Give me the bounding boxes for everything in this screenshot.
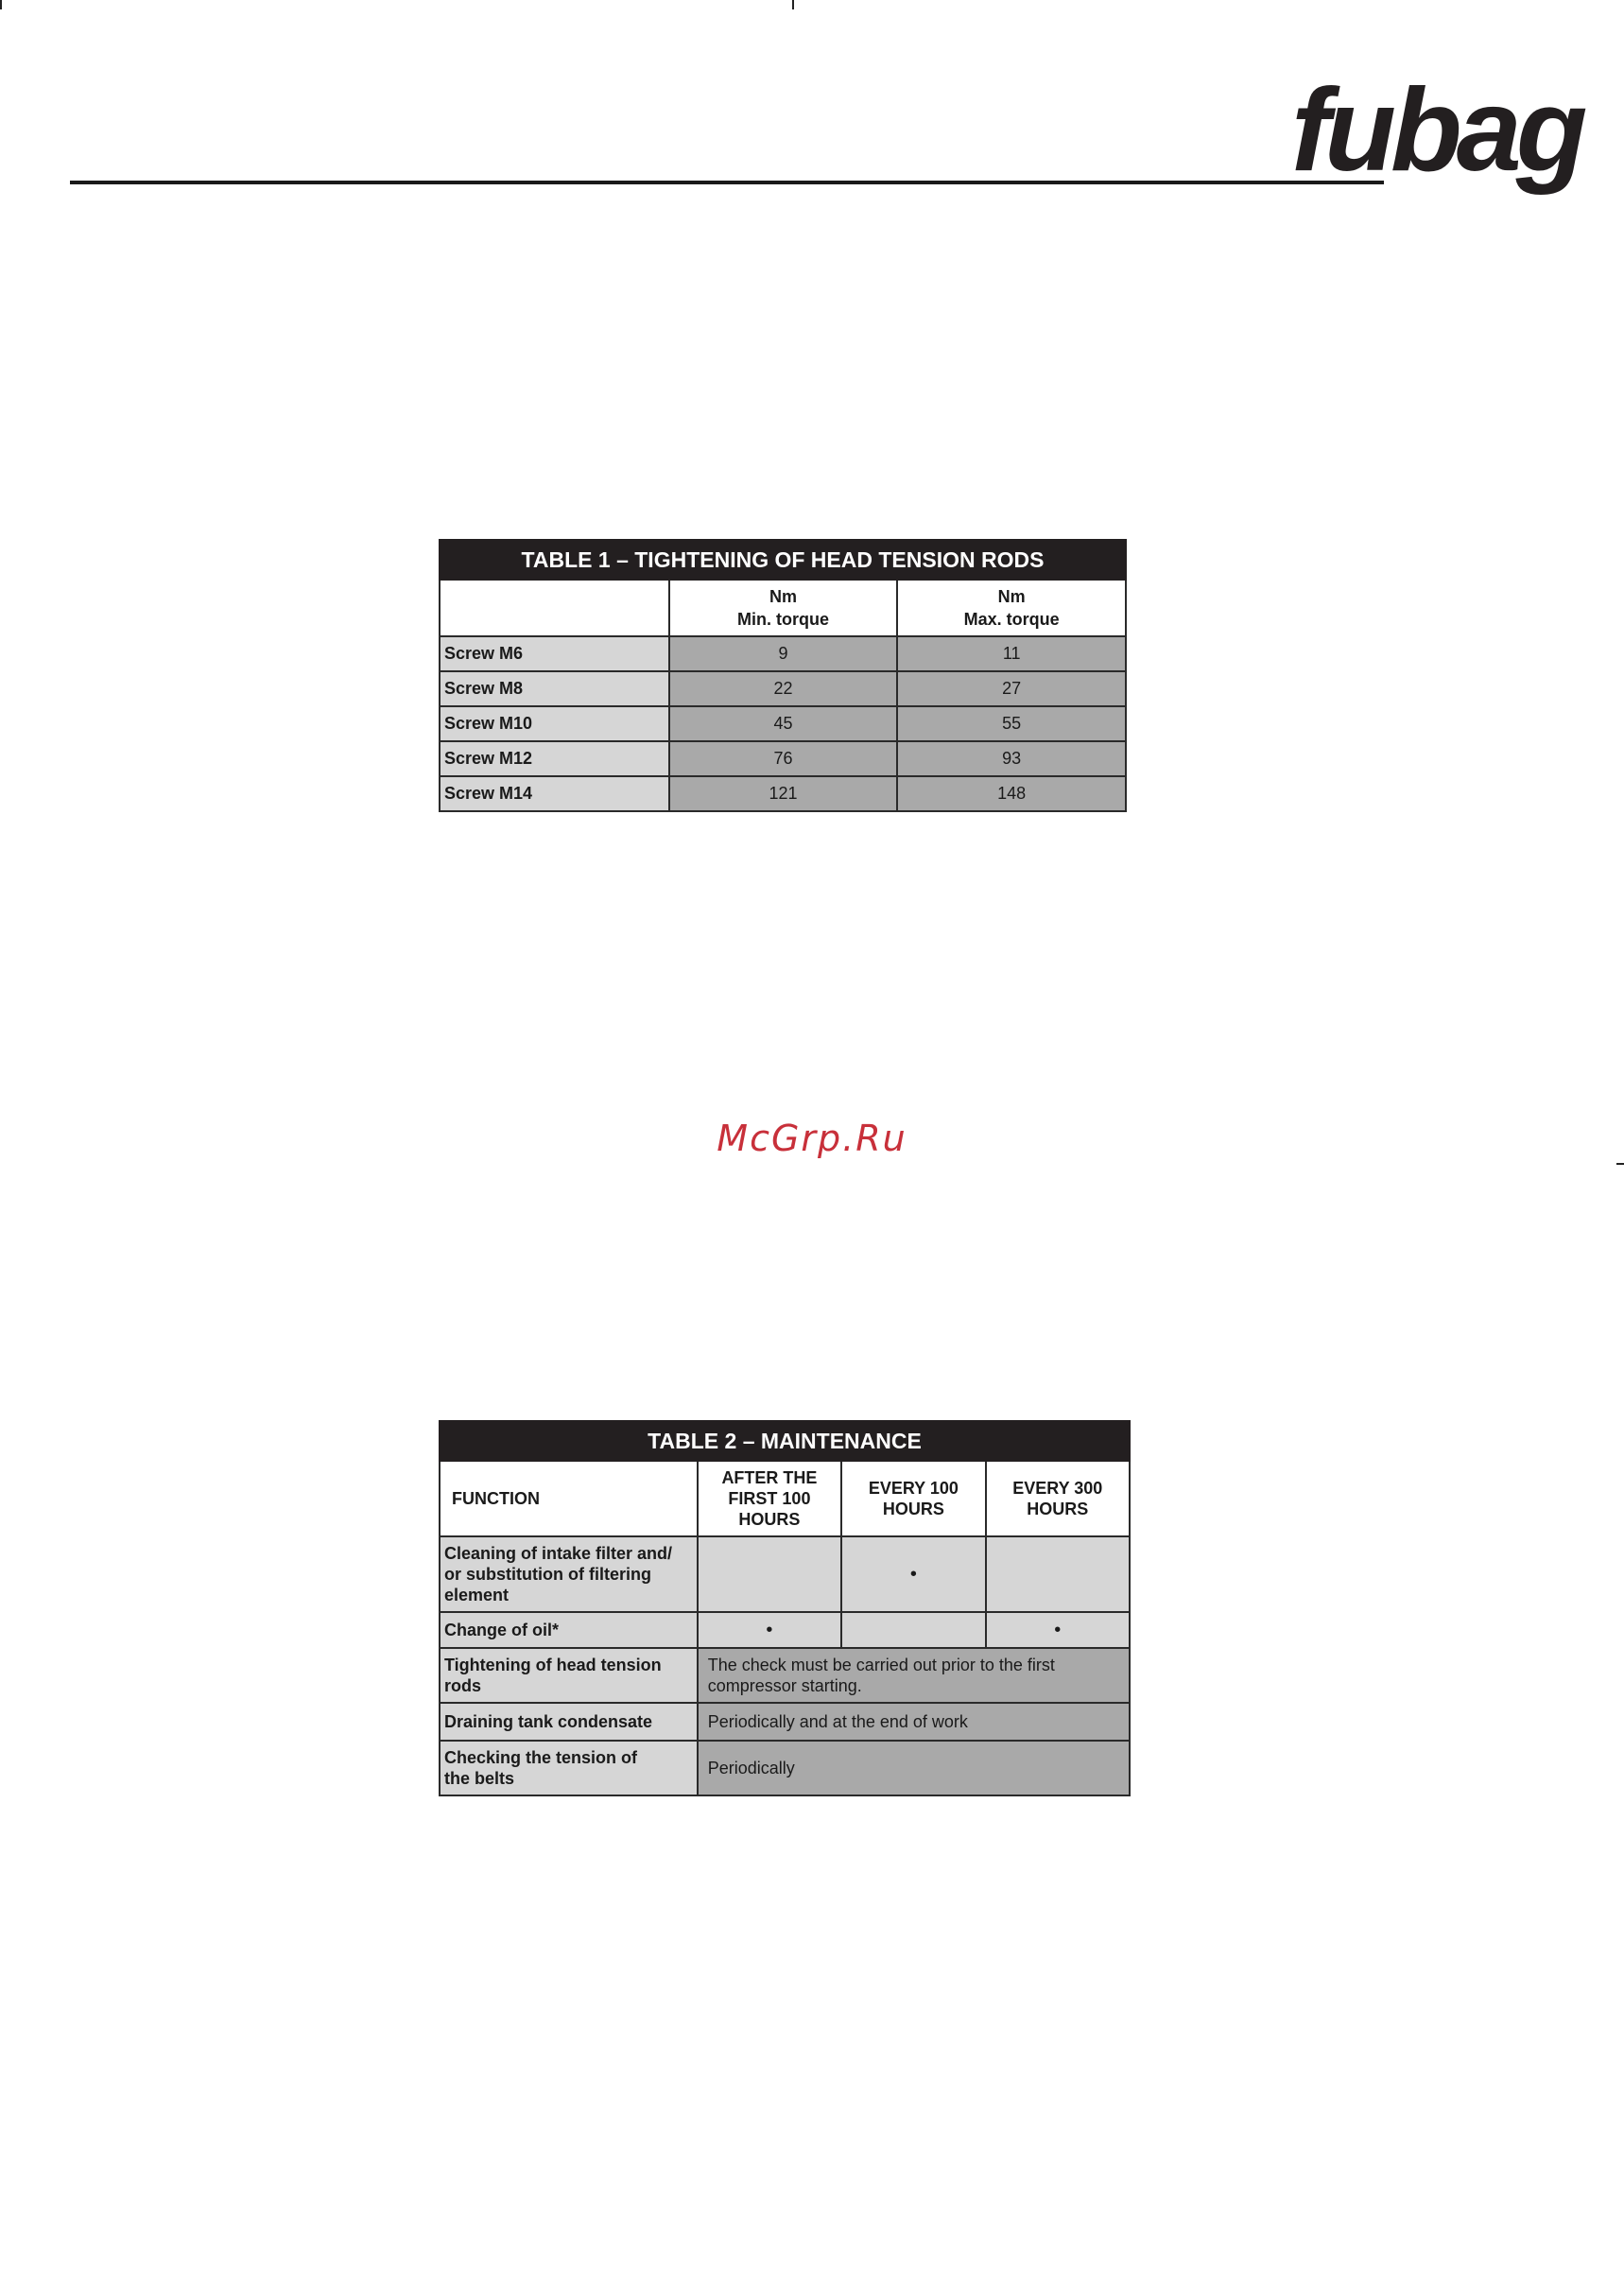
min-torque-value: 22 <box>669 671 898 706</box>
torque-table-title: TABLE 1 – TIGHTENING OF HEAD TENSION RODS <box>440 540 1126 580</box>
table-row <box>440 1648 1130 1703</box>
max-torque-value: 93 <box>897 741 1126 776</box>
function-label <box>440 1741 698 1795</box>
header-line: HOURS <box>882 1500 944 1518</box>
min-torque-value: 9 <box>669 636 898 671</box>
every-300-header <box>986 1461 1130 1536</box>
function-label <box>440 1612 698 1648</box>
torque-table <box>439 539 1127 812</box>
interval-cell: • <box>841 1536 985 1612</box>
table-row <box>440 706 1126 741</box>
crop-mark-top-center <box>792 0 794 9</box>
max-torque-label: Max. torque <box>963 610 1060 629</box>
label-line: rods <box>444 1676 482 1695</box>
label-line: Cleaning of intake filter and/ <box>444 1544 673 1563</box>
table-row <box>440 1741 1130 1795</box>
note-line: compressor starting. <box>707 1676 862 1695</box>
maintenance-table-header-row <box>440 1461 1130 1536</box>
min-torque-value: 45 <box>669 706 898 741</box>
interval-note <box>698 1703 1130 1741</box>
min-torque-header <box>669 580 898 636</box>
maintenance-table <box>439 1420 1131 1796</box>
interval-cell: • <box>986 1612 1130 1648</box>
header-line: HOURS <box>1027 1500 1089 1518</box>
crop-mark-right-middle <box>1616 1163 1624 1165</box>
max-torque-value: 148 <box>897 776 1126 811</box>
label-line: Draining tank condensate <box>444 1712 653 1731</box>
interval-cell: • <box>698 1612 841 1648</box>
crop-mark-top-left <box>0 0 2 9</box>
label-line: Checking the tension of <box>444 1748 638 1767</box>
screw-label: Screw M6 <box>440 636 669 671</box>
label-line: or substitution of filtering <box>444 1565 651 1584</box>
torque-table-corner <box>440 580 669 636</box>
interval-note <box>698 1741 1130 1795</box>
logo-text: fubag <box>1291 65 1582 196</box>
function-header: FUNCTION <box>440 1461 698 1536</box>
note-line: The check must be carried out prior to the first <box>707 1656 1055 1674</box>
screw-label: Screw M8 <box>440 671 669 706</box>
header-line: FIRST 100 <box>728 1489 811 1508</box>
every-100-header <box>841 1461 985 1536</box>
screw-label: Screw M12 <box>440 741 669 776</box>
note-line: Periodically <box>707 1759 795 1777</box>
screw-label: Screw M14 <box>440 776 669 811</box>
maintenance-table-title: TABLE 2 – MAINTENANCE <box>440 1421 1130 1461</box>
screw-label: Screw M10 <box>440 706 669 741</box>
function-label <box>440 1536 698 1612</box>
table-row <box>440 1612 1130 1648</box>
max-torque-value: 55 <box>897 706 1126 741</box>
after-first-100-header <box>698 1461 841 1536</box>
max-torque-value: 27 <box>897 671 1126 706</box>
label-line: the belts <box>444 1769 515 1788</box>
max-torque-unit: Nm <box>997 587 1026 606</box>
interval-note <box>698 1648 1130 1703</box>
function-label <box>440 1703 698 1741</box>
min-torque-label: Min. torque <box>736 610 829 629</box>
header-line: AFTER THE <box>721 1468 818 1487</box>
table-row <box>440 776 1126 811</box>
header-line: EVERY 300 <box>1012 1479 1103 1498</box>
label-line: element <box>444 1586 510 1604</box>
min-torque-unit: Nm <box>769 587 797 606</box>
torque-table-header-row <box>440 580 1126 636</box>
function-label <box>440 1648 698 1703</box>
max-torque-value: 11 <box>897 636 1126 671</box>
note-line: Periodically and at the end of work <box>707 1712 968 1731</box>
label-line: Change of oil* <box>444 1621 559 1639</box>
table-row <box>440 1536 1130 1612</box>
min-torque-value: 121 <box>669 776 898 811</box>
table-row <box>440 671 1126 706</box>
min-torque-value: 76 <box>669 741 898 776</box>
watermark: McGrp.Ru <box>717 1118 907 1159</box>
header-line: EVERY 100 <box>868 1479 959 1498</box>
interval-cell <box>986 1536 1130 1612</box>
table-row <box>440 741 1126 776</box>
table-row <box>440 636 1126 671</box>
header-line: HOURS <box>738 1510 801 1529</box>
header-rule <box>70 181 1384 184</box>
max-torque-header <box>897 580 1126 636</box>
label-line: Tightening of head tension <box>444 1656 662 1674</box>
fubag-logo <box>1286 65 1582 197</box>
table-row <box>440 1703 1130 1741</box>
interval-cell <box>841 1612 985 1648</box>
interval-cell <box>698 1536 841 1612</box>
